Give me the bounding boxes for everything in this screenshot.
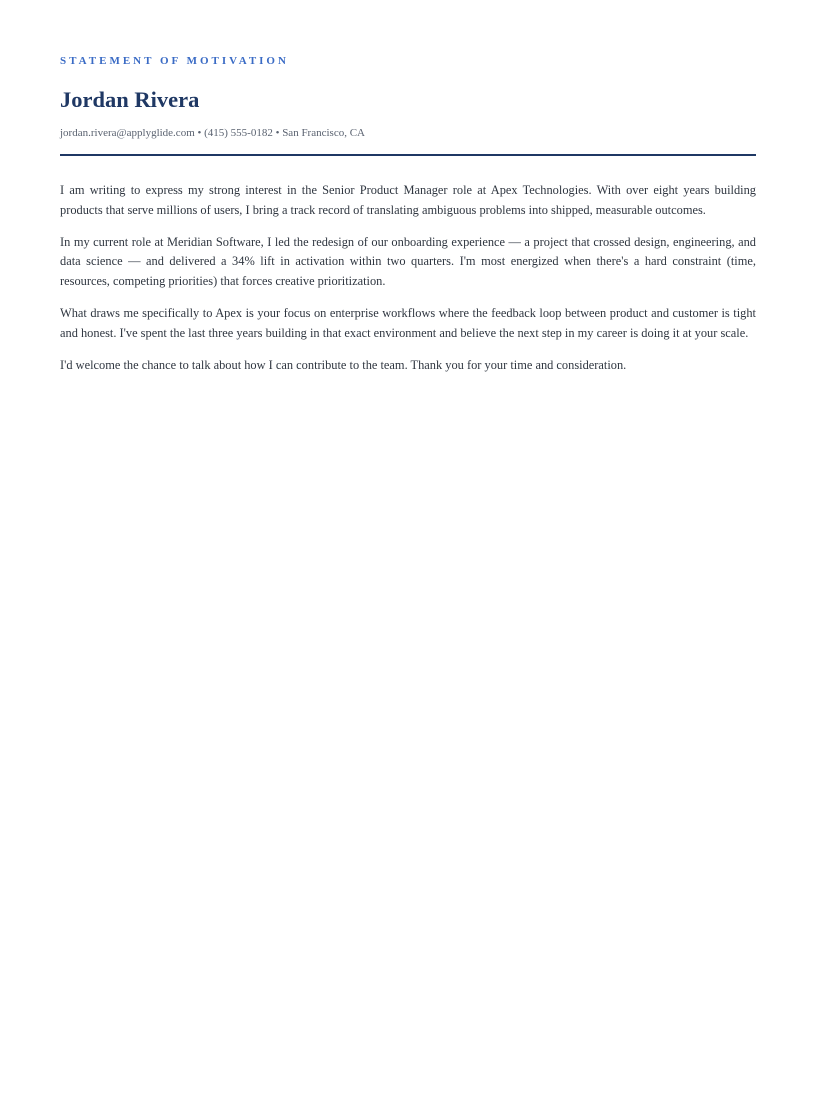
contact-info: jordan.rivera@applyglide.com • (415) 555-0182 • San Francisco, CA: [60, 127, 365, 139]
letter-body: [60, 181, 756, 375]
paragraph-why-apex: What draws me specifically to Apex is your focus on enterprise workflows where the feedback loop between product and customer is tight and honest. I've spent the last three years building in that exact environment and believe the next step in my career is doing it at your scale.: [60, 305, 756, 340]
paragraph-intro: I am writing to express my strong interest in the Senior Product Manager role at Apex Technologies. With over eight years building products that serve millions of users, I bring a track record of translating ambiguous problems into shipped, measurable outcomes.: [60, 183, 756, 217]
divider-rule: [60, 154, 756, 156]
eyebrow-heading: STATEMENT OF MOTIVATION: [60, 55, 289, 67]
page-title: Jordan Rivera: [60, 87, 200, 112]
paragraph-current-role: In my current role at Meridian Software, I led the redesign of our onboarding experience — a project that crossed design, engineering, and data science — and delivered a 34% lift in activation within two quarters. I'm most energized when there's a hard constraint (time, resources, competing priorities) that forces creative prioritization.: [60, 234, 756, 289]
document-content: [0, 0, 816, 375]
paragraph-closing: I'd welcome the chance to talk about how I can contribute to the team. Thank you for your time and consideration.: [60, 357, 627, 372]
